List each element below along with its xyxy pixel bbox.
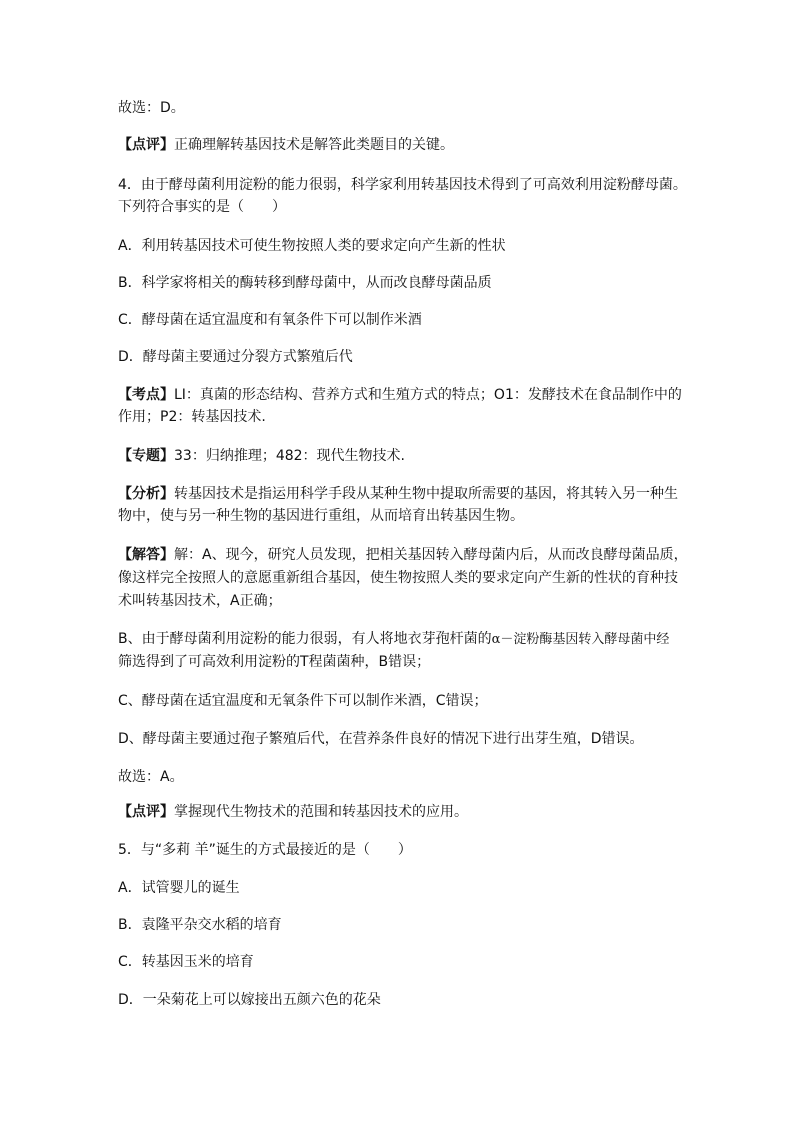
prev-comment <box>118 135 454 155</box>
comment-tag: 【点评】 <box>118 137 174 153</box>
q4-jieda-line3: 术叫转基因技术，A正确； <box>118 593 282 609</box>
q5-stem: 5．与“多莉 羊”诞生的方式最接近的是（ ） <box>118 842 412 858</box>
q4-option-a: A．利用转基因技术可使生物按照人类的要求定向产生新的性状 <box>118 238 506 254</box>
q4-comment-tag: 【点评】 <box>118 804 174 820</box>
kaodian-text: LI：真菌的形态结构、营养方式和生殖方式的特点；O1：发酵技术在食品制作中的 <box>174 387 682 403</box>
q4-kaodian-line1 <box>118 385 682 405</box>
q4-comment-text: 掌握现代生物技术的范围和转基因技术的应用。 <box>174 804 468 820</box>
q4-kaodian-line2: 作用；P2：转基因技术. <box>118 409 266 425</box>
prev-answer: 故选：D。 <box>118 100 185 116</box>
q4-fenxi-line1 <box>118 484 678 504</box>
jieda-b-text: B、由于酵母菌利用淀粉的能力很弱，有人将地衣芽孢杆菌的 <box>118 631 492 647</box>
kaodian-tag: 【考点】 <box>118 387 174 403</box>
q4-answer: 故选：A。 <box>118 769 184 785</box>
q4-stem-line1: 4．由于酵母菌利用淀粉的能力很弱，科学家利用转基因技术得到了可高效利用淀粉酵母菌。 <box>118 177 687 193</box>
q4-stem-line2: 下列符合事实的是（ ） <box>118 199 286 215</box>
q4-option-b: B．科学家将相关的酶转移到酵母菌中，从而改良酵母菌品质 <box>118 275 492 291</box>
q4-option-d: D．酵母菌主要通过分裂方式繁殖后代 <box>118 349 353 365</box>
q4-jieda-b-line1 <box>118 629 669 650</box>
comment-text: 正确理解转基因技术是解答此类题目的关键。 <box>174 137 454 153</box>
q4-comment <box>118 802 468 822</box>
fenxi-text: 转基因技术是指运用科学手段从某种生物中提取所需要的基因，将其转入另一种生 <box>174 486 678 502</box>
jieda-text: 解：A、现今，研究人员发现，把相关基因转入酵母菌内后，从而改良酵母菌品质， <box>174 547 688 563</box>
q5-option-d: D．一朵菊花上可以嫁接出五颜六色的花朵 <box>118 992 381 1008</box>
q4-jieda-d: D、酵母菌主要通过孢子繁殖后代，在营养条件良好的情况下进行出芽生殖，D错误。 <box>118 731 644 747</box>
zhuanti-tag: 【专题】 <box>118 448 174 464</box>
q4-fenxi-line2: 物中，使与另一种生物的基因进行重组，从而培育出转基因生物。 <box>118 508 524 524</box>
jieda-b-serif-text: α－淀粉酶基因转入酵母菌中经 <box>491 632 670 647</box>
q4-jieda-b-line2: 筛选得到了可高效利用淀粉的T程菌菌种，B错误； <box>118 654 431 670</box>
zhuanti-text: 33：归纳推理；482：现代生物技术. <box>174 448 405 464</box>
q4-option-c: C．酵母菌在适宜温度和有氧条件下可以制作米酒 <box>118 312 422 328</box>
q4-jieda-line1 <box>118 545 688 565</box>
q5-option-a: A．试管婴儿的诞生 <box>118 880 240 896</box>
jieda-tag: 【解答】 <box>118 547 174 563</box>
q4-jieda-line2: 像这样完全按照人的意愿重新组合基因，使生物按照人类的要求定向产生新的性状的育种技 <box>118 570 678 586</box>
q4-jieda-c: C、酵母菌在适宜温度和无氧条件下可以制作米酒，C错误； <box>118 693 488 709</box>
q5-option-c: C．转基因玉米的培育 <box>118 954 254 970</box>
q5-option-b: B．袁隆平杂交水稻的培育 <box>118 917 282 933</box>
fenxi-tag: 【分析】 <box>118 486 174 502</box>
q4-zhuanti <box>118 446 405 466</box>
